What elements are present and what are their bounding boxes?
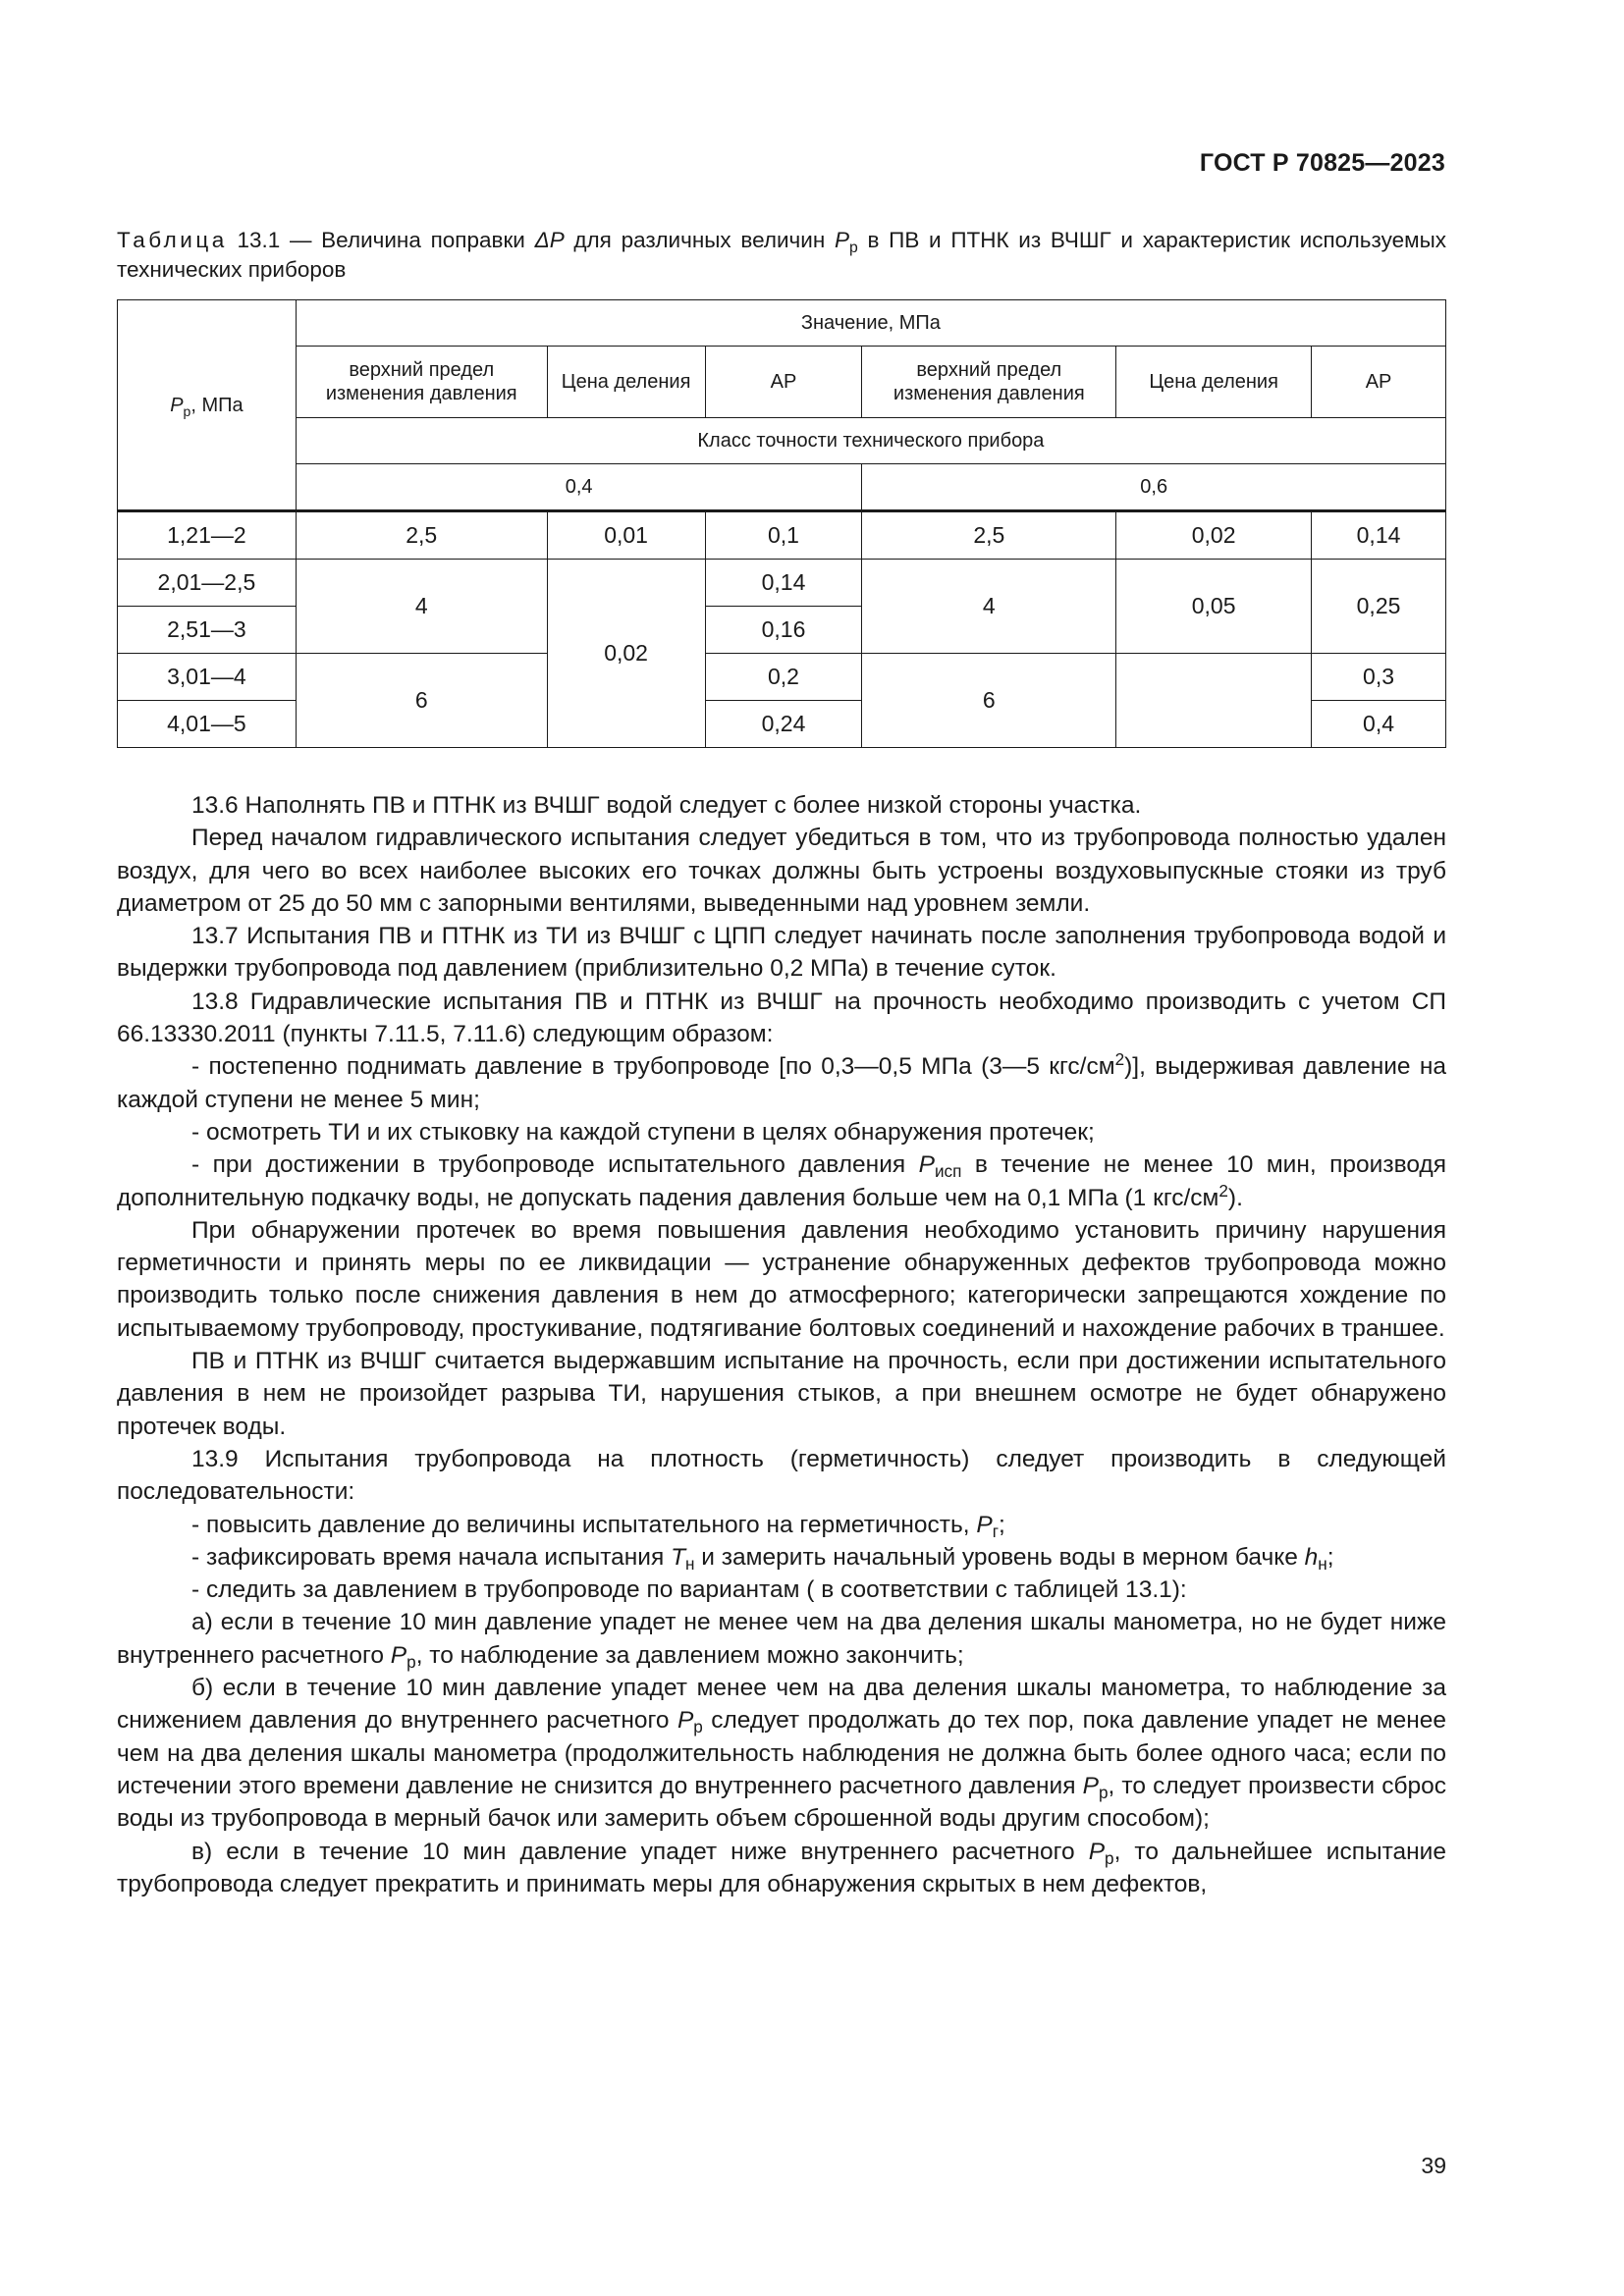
table-row — [118, 511, 1446, 560]
paragraph: - повысить давление до величины испытательного на герметичность, $P_г$; — [191, 1511, 1005, 1541]
paragraph: 13.6 Наполнять ПВ и ПТНК из ВЧШГ водой следует с более низкой стороны участка. — [191, 792, 1142, 819]
paragraph: При обнаружении протечек во время повышения давления необходимо установить причину нарушения герметичности и принять меры по ее ликвидации — устранение обнаруженных дефектов трубопровода можно производить только после снижения давления в нем до атмосферного; категорически запрещаются хождение по испытываемому трубопроводу, простукивание, подтягивание болтовых соединений и нахождение рабочих в траншее. — [117, 1216, 1446, 1342]
table-row — [118, 654, 1446, 701]
cell-b-div: 0,02 — [1116, 511, 1312, 560]
cell-b-ap: 0,3 — [1312, 654, 1446, 701]
correction-table — [117, 299, 1446, 748]
paragraph: 13.8 Гидравлические испытания ПВ и ПТНК из ВЧШГ на прочность необходимо производить с учетом СП 66.13330.2011 (пункты 7.11.5, 7.11.6) следующим образом: — [117, 988, 1446, 1048]
header-upper-a: верхний предел изменения давления — [296, 347, 547, 418]
cell-p: 2,01—2,5 — [118, 560, 297, 607]
header-ap-a: АР — [705, 347, 862, 418]
header-class-b: 0,6 — [862, 464, 1446, 511]
cell-b-div: 0,05 — [1116, 560, 1312, 654]
table-row — [118, 560, 1446, 607]
paragraph: - при достижении в трубопроводе испытательного давления $P_{исп}$ в течение не менее 10 мин, производя дополнительную подкачку воды, не допускать падения давления больше чем на 0,1 МПа (1 кгс/$см^2$). — [117, 1151, 1446, 1211]
cell-b-upper: 2,5 — [862, 511, 1116, 560]
paragraph: - следить за давлением в трубопроводе по вариантам ( в соответствии с таблицей 13.1): — [191, 1576, 1187, 1604]
cell-a-upper: 6 — [296, 654, 547, 748]
caption-label: Таблица — [117, 228, 228, 252]
header-value: Значение, МПа — [296, 300, 1445, 347]
header-division-b: Цена деления — [1116, 347, 1312, 418]
paragraph: 13.7 Испытания ПВ и ПТНК из ТИ из ВЧШГ с ЦПП следует начинать после заполнения трубопровода водой и выдержки трубопровода под давлением (приблизительно 0,2 МПа) в течение суток. — [117, 923, 1446, 983]
paragraph: а) если в течение 10 мин давление упадет не менее чем на два деления шкалы манометра, но не будет ниже внутреннего расчетного $P_р$, то наблюдение за давлением можно закончить; — [117, 1609, 1446, 1672]
table-caption: Таблица 13.1 — Величина поправки ΔP для различных величин $P_р$ в ПВ и ПТНК из ВЧШГ и характеристик используемых технических приборов — [117, 228, 1446, 282]
header-pressure: $P_р$, МПа — [118, 300, 297, 511]
cell-a-upper: 2,5 — [296, 511, 547, 560]
paragraph: в) если в течение 10 мин давление упадет ниже внутреннего расчетного $P_р$, то дальнейшее испытание трубопровода следует прекратить и принимать меры для обнаружения скрытых в нем дефектов, — [117, 1838, 1446, 1897]
paragraph: ПВ и ПТНК из ВЧШГ считается выдержавшим испытание на прочность, если при достижении испытательного давления в нем не произойдет разрыва ТИ, нарушения стыков, а при внешнем осмотре не будет обнаружено протечек воды. — [117, 1348, 1446, 1440]
cell-a-ap: 0,2 — [705, 654, 862, 701]
cell-p: 3,01—4 — [118, 654, 297, 701]
header-division-a: Цена деления — [547, 347, 705, 418]
cell-a-ap: 0,16 — [705, 607, 862, 654]
cell-a-div: 0,01 — [547, 511, 705, 560]
paragraph: 13.9 Испытания трубопровода на плотность (герметичность) следует производить в следующей последовательности: — [117, 1445, 1446, 1506]
cell-a-ap: 0,14 — [705, 560, 862, 607]
paragraph: б) если в течение 10 мин давление упадет менее чем на два деления шкалы манометра, то наблюдение за снижением давления до внутреннего расчетного $P_р$ следует продолжать до тех пор, пока давление упадет не менее чем на два деления шкалы манометра (продолжительность наблюдения не должна быть более одного часа; если по истечении этого времени давление не снизится до внутреннего расчетного давления $P_р$, то следует произвести сброс воды из трубопровода в мерный бачок или замерить объем сброшенной воды другим способом); — [117, 1675, 1446, 1833]
header-ap-b: АР — [1312, 347, 1446, 418]
paragraph: - зафиксировать время начала испытания $T_н$ и замерить начальный уровень воды в мерном бачке $h_н$; — [191, 1543, 1334, 1574]
header-class: Класс точности технического прибора — [296, 418, 1445, 464]
header-class-a: 0,4 — [296, 464, 862, 511]
cell-p: 2,51—3 — [118, 607, 297, 654]
standard-header: ГОСТ Р 70825—2023 — [1199, 149, 1445, 177]
paragraph: - осмотреть ТИ и их стыковку на каждой ступени в целях обнаружения протечек; — [191, 1118, 1095, 1146]
cell-b-ap: 0,25 — [1312, 560, 1446, 654]
cell-p: 4,01—5 — [118, 701, 297, 748]
cell-b-upper: 6 — [862, 654, 1116, 748]
page-number: 39 — [1421, 2153, 1446, 2178]
paragraph: Перед началом гидравлического испытания следует убедиться в том, что из трубопровода полностью удален воздух, для чего во всех наиболее высоких его точках должны быть устроены воздуховыпускные стояки из труб диаметром от 25 до 50 мм с запорными вентилями, выведенными над уровнем земли. — [117, 825, 1446, 917]
cell-b-ap: 0,4 — [1312, 701, 1446, 748]
header-upper-b: верхний предел изменения давления — [862, 347, 1116, 418]
cell-a-div: 0,02 — [547, 560, 705, 748]
cell-b-div — [1116, 654, 1312, 748]
paragraph: - постепенно поднимать давление в трубопроводе [по 0,3—0,5 МПа (3—5 кгс/$см^2$)], выдерживая давление на каждой ступени не менее 5 мин; — [117, 1049, 1446, 1113]
cell-a-ap: 0,24 — [705, 701, 862, 748]
cell-a-upper: 4 — [296, 560, 547, 654]
cell-b-upper: 4 — [862, 560, 1116, 654]
body-text — [117, 789, 1446, 1900]
cell-b-ap: 0,14 — [1312, 511, 1446, 560]
cell-p: 1,21—2 — [118, 511, 297, 560]
cell-a-ap: 0,1 — [705, 511, 862, 560]
